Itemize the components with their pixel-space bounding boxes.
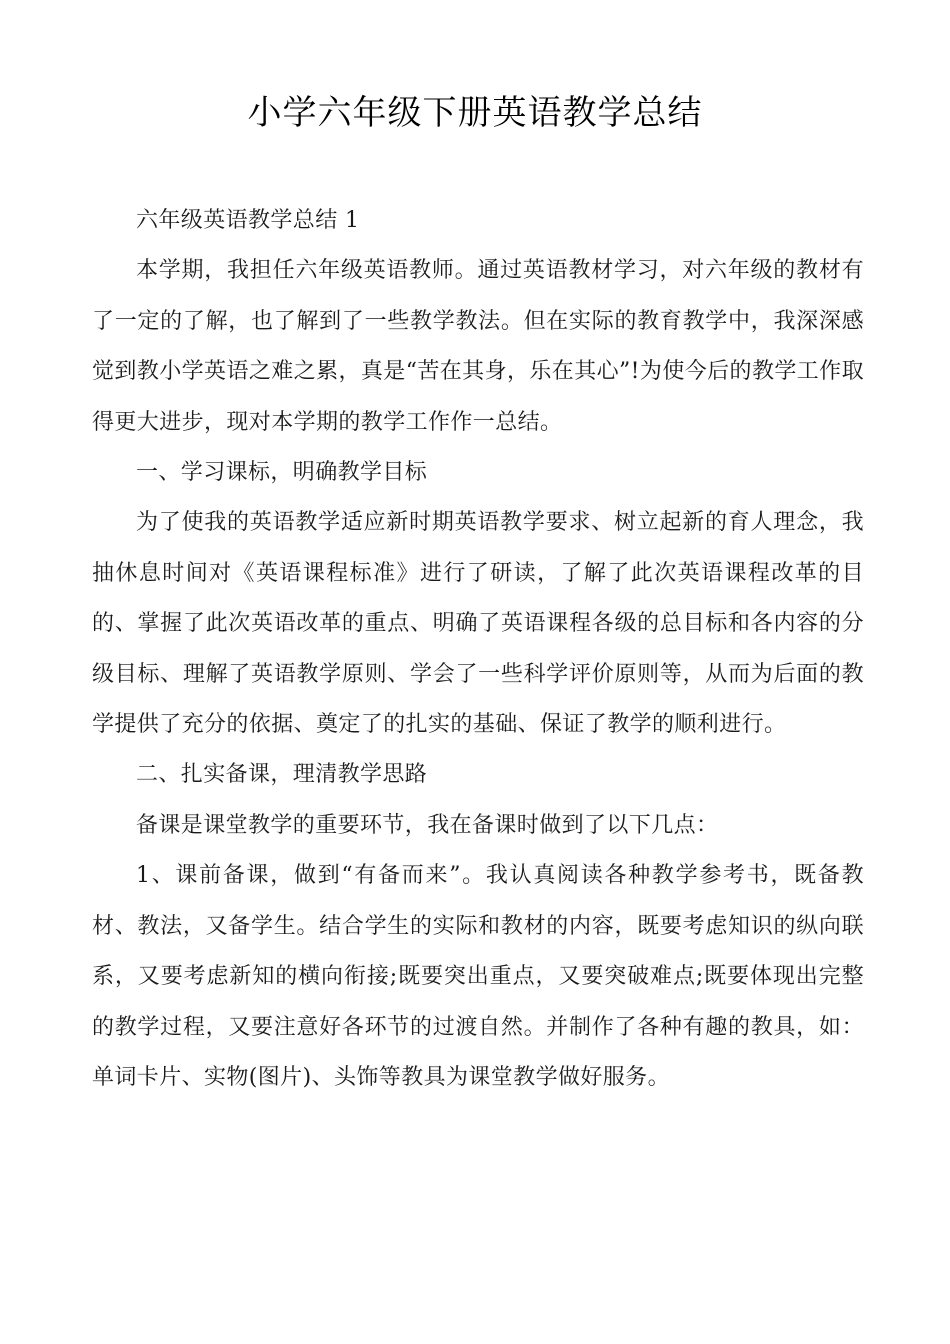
section-heading-1: 六年级英语教学总结 1: [136, 208, 360, 233]
subheading-lesson-prep: 二、扎实备课，理清教学思路: [136, 762, 428, 788]
subheading-study-curriculum: 一、学习课标，明确教学目标: [136, 460, 428, 486]
document-title: 小学六年级下册英语教学总结: [247, 93, 703, 133]
document-body: [92, 196, 864, 1103]
paragraph-lesson-prep-point-1: 1、课前备课，做到“有备而来”。我认真阅读各种教学参考书，既备教材、教法，又备学生。结合学生的实际和教材的内容，既要考虑知识的纵向联系，又要考虑新知的横向衔接;既要突出重点，又要突破难点;既要体现出完整的教学过程，又要注意好各环节的过渡自然。并制作了各种有趣的教具，如：单词卡片、实物(图片)、头饰等教具为课堂教学做好服务。: [92, 863, 864, 1090]
paragraph-curriculum-study: 为了使我的英语教学适应新时期英语教学要求、树立起新的育人理念，我抽休息时间对《英语课程标准》进行了研读，了解了此次英语课程改革的目的、掌握了此次英语改革的重点、明确了英语课程各级的总目标和各内容的分级目标、理解了英语教学原则、学会了一些科学评价原则等，从而为后面的教学提供了充分的依据、奠定了的扎实的基础、保证了教学的顺利进行。: [92, 510, 864, 738]
intro-paragraph: 本学期，我担任六年级英语教师。通过英语教材学习，对六年级的教材有了一定的了解，也了解到了一些教学教法。但在实际的教育教学中，我深深感觉到教小学英语之难之累，真是“苦在其身，乐在其心”!为使今后的教学工作取得更大进步，现对本学期的教学工作作一总结。: [92, 258, 864, 435]
paragraph-lesson-prep-intro: 备课是课堂教学的重要环节，我在备课时做到了以下几点：: [136, 812, 719, 838]
